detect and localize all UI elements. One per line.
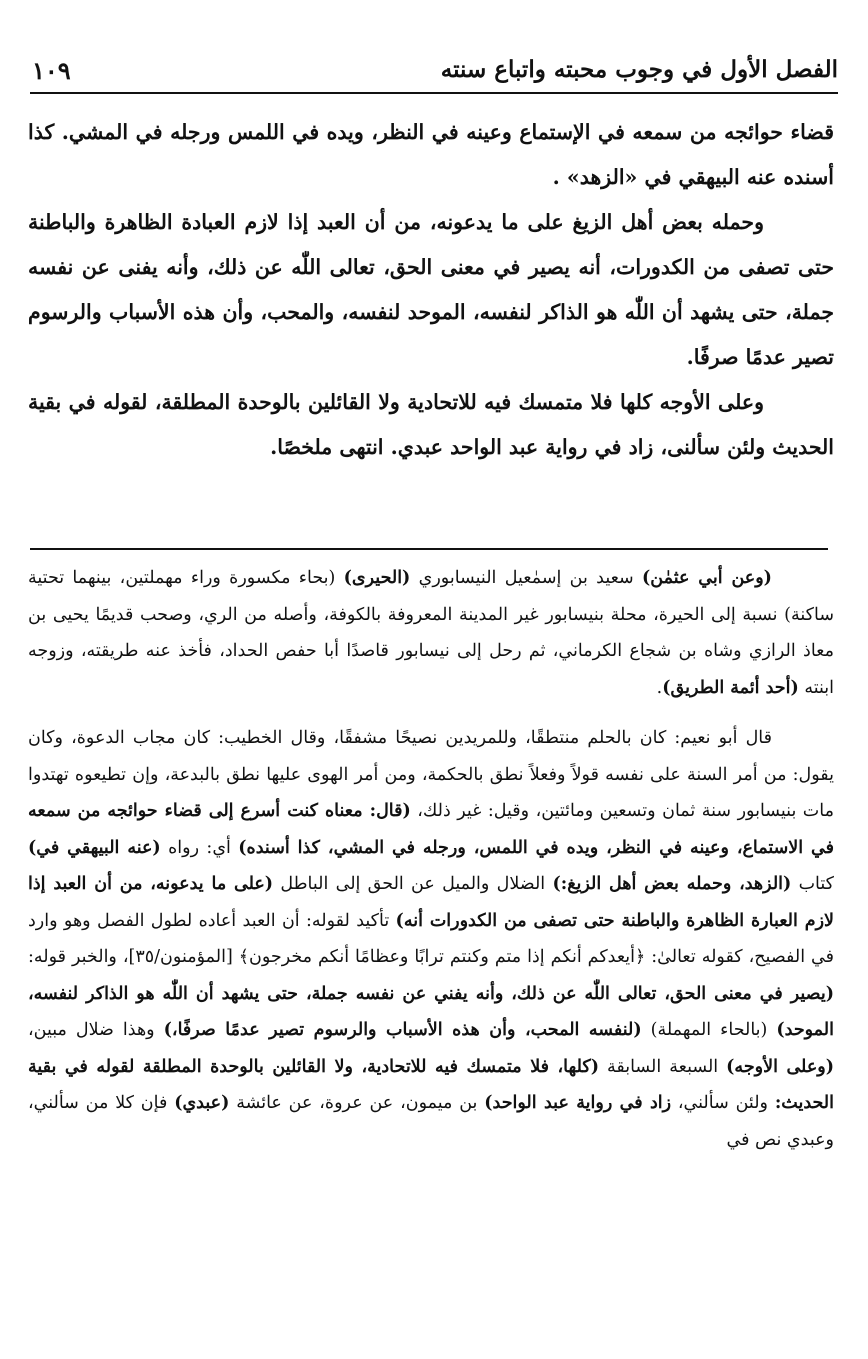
commentary-run: الضلال والميل عن الحق إلى الباطل bbox=[273, 874, 553, 894]
commentary-run: (بالحاء المهملة) bbox=[641, 1020, 777, 1040]
bold-quoted-text: (لنفسه المحب، وأن هذه الأسباب والرسوم تصير عدمًا صرفًا،) bbox=[163, 1020, 642, 1040]
running-title: الفصل الأول في وجوب محبته واتباع سنته bbox=[440, 56, 838, 83]
commentary-text bbox=[28, 560, 834, 1158]
commentary-run: (بحاء مكسورة وراء مهملتين، بينهما تحتية ساكنة) نسبة إلى الحيرة، محلة بنيسابور غير المدينة المعروفة بالكوفة، وأصله من الري، وصحب قديمًا يحيى بن معاذ الرازي وشاه بن شجاع الكرماني، ثم رحل إلى نيسابور قاصدًا أبا حفص الحداد، فأخذ عنه طريقته، وزوجه ابنته bbox=[28, 568, 834, 698]
bold-quoted-text: زاد في رواية عبد الواحد) bbox=[484, 1093, 672, 1113]
bold-quoted-text: (الحيرى) bbox=[343, 568, 411, 588]
bold-quoted-text: (أحد أئمة الطريق) bbox=[662, 677, 799, 698]
bold-quoted-text: (عنه البيهقي في) bbox=[28, 837, 161, 858]
commentary-run: ولئن سألني، bbox=[671, 1093, 775, 1113]
main-text bbox=[28, 110, 834, 470]
commentary-run: كتاب bbox=[791, 874, 834, 894]
bold-quoted-text: (كلها، فلا متمسك فيه للاتحادية، ولا القائلين بالوحدة المطلقة لقوله في بقية الحديث: bbox=[28, 1056, 835, 1113]
bold-quoted-text: (وعلى الأوجه) bbox=[726, 1056, 835, 1077]
bold-quoted-text: (يصير في معنى الحق، تعالى اللّٰه عن ذلك، وأنه يفني عن نفسه جملة، حتى يشهد أن اللّٰه هو الذاكر لنفسه، الموحد) bbox=[28, 983, 834, 1040]
commentary-run: فإن كلا من سألني، وعبدي نص في bbox=[28, 1093, 834, 1150]
header-rule bbox=[30, 92, 838, 94]
commentary-run: قال أبو نعيم: كان بالحلم منتطقًا، وللمريدين نصيحًا مشفقًا، وقال الخطيب: كان مجاب الدعوة، وكان يقول: من أمر السنة على نفسه قولاً وفعلاً نطق بالحكمة، ومن أمر الهوى عليها نطق بالبدعة، وإن تطيعوه تهتدوا مات بنيسابور سنة ثمان وتسعين ومائتين، وقيل: غير ذلك، bbox=[28, 728, 834, 821]
commentary-run: بن ميمون، عن عروة، عن عائشة bbox=[229, 1093, 485, 1113]
commentary-run: أي: رواه bbox=[160, 837, 239, 858]
commentary-run: وهذا ضلال مبين، bbox=[28, 1020, 164, 1040]
commentary-run: . bbox=[656, 677, 663, 698]
commentary-run: سعيد بن إسمٰعيل النيسابوري bbox=[410, 568, 643, 588]
page-number: ١٠٩ bbox=[32, 56, 71, 85]
page-header bbox=[30, 50, 838, 90]
main-paragraph-3: وعلى الأوجه كلها فلا متمسك فيه للاتحادية ولا القائلين بالوحدة المطلقة، لقوله في بقية الحديث ولئن سألنى، زاد في رواية عبد الواحد عبدي. انتهى ملخصًا. bbox=[28, 390, 834, 459]
commentary-run: تأكيد لقوله: أن العبد أعاده لطول الفصل وهو وارد في الفصيح، كقوله تعالىٰ: ﴿أيعدكم أنكم إذا متم وكنتم ترابًا وعظامًا أنكم مخرجون﴾ [المؤمنون/٣٥]، والخبر قوله: bbox=[28, 910, 834, 967]
commentary-run: السبعة السابقة bbox=[599, 1056, 727, 1077]
commentary-separator bbox=[30, 548, 828, 550]
bold-quoted-text: (الزهد، وحمله بعض أهل الزيغ:) bbox=[552, 874, 792, 894]
commentary-paragraph-1 bbox=[28, 560, 834, 706]
bold-quoted-text: (وعن أبي عثمٰن) bbox=[642, 568, 772, 588]
main-paragraph-1: قضاء حوائجه من سمعه في الإستماع وعينه في النظر، ويده في اللمس ورجله في المشي. كذا أسنده عنه البيهقي في «الزهد» . bbox=[28, 120, 834, 189]
bold-quoted-text: (عبدي) bbox=[174, 1093, 230, 1113]
bold-quoted-text: (على ما يدعونه، من أن العبد إذا لازم العبارة الظاهرة والباطنة حتى تصفى من الكدورات أنه) bbox=[28, 874, 834, 931]
bold-quoted-text: (قال: معناه كنت أسرع إلى قضاء حوائجه من سمعه في الاستماع، وعينه في النظر، ويده في اللمس، ورجله في المشي، كذا أسنده) bbox=[28, 801, 835, 858]
main-paragraph-2: وحمله بعض أهل الزيغ على ما يدعونه، من أن العبد إذا لازم العبادة الظاهرة والباطنة حتى تصفى من الكدورات، أنه يصير في معنى الحق، تعالى اللّٰه عن ذلك، وأنه يفنى عن نفسه جملة، حتى يشهد أن اللّٰه هو الذاكر لنفسه، الموحد لنفسه، والمحب، وأن هذه الأسباب والرسوم تصير عدمًا صرفًا. bbox=[28, 210, 834, 369]
commentary-paragraph-2 bbox=[28, 720, 834, 1158]
